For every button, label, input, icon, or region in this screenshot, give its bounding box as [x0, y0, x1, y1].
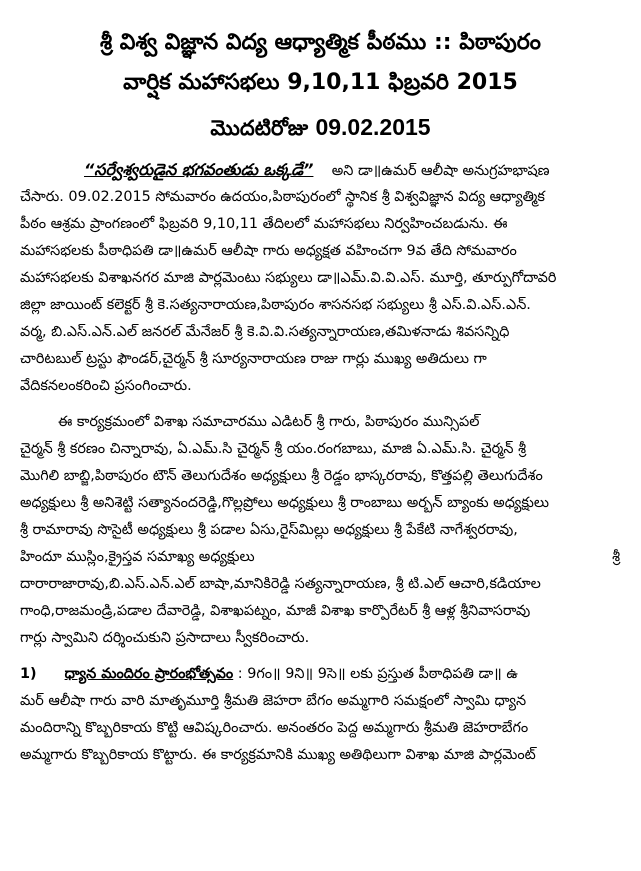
para1-line-5: మహాసభలకు విశాఖనగర మాజి పార్లమెంటు సభ్యులు డా॥ఎమ్.వి.వి.ఎస్. మూర్తి, తూర్పుగోదావరి: [20, 270, 557, 286]
heading-day: [0, 114, 641, 146]
section1-line-3: మందిరాన్ని కొబ్బరికాయ కొట్టి ఆవిష్కరించారు. అనంతరం పెద్ద అమ్మగారు శ్రీమతి జెహరాబేగం: [20, 720, 529, 736]
para2-line-6-sri: శ్రీ: [612, 549, 620, 565]
para1-line-3: పీఠం ఆశ్రమ ప్రాంగణంలో ఫిబ్రవరి 9,10,11 తేదిలలో మహాసభలు నిర్వహించబడును. ఈ: [20, 216, 508, 232]
para1-line-8: చారిటబుల్ ట్రస్టు ఫౌండర్,చైర్మన్ శ్రీ సూర్యనారాయణ రాజు గార్లు ముఖ్య అతిదులు గా: [20, 351, 487, 367]
para2-line-8: గాంధి,రాజమండ్రి,పడాల దేవారెడ్డి, విశాఖపట్నం, మాజీ విశాఖ కార్పొరేటర్ శ్రీ ఆళ్ల శ్రీనివాసరావు: [20, 603, 531, 619]
section1-title: ధ్యాన మందిరం ప్రారంభోత్సవం: [64, 666, 234, 682]
para1-quote: “సర్వేశ్వరుడైన భగవంతుడు ఒక్కడే”: [84, 160, 314, 179]
para1-line-6: జిల్లా జాయింట్ కలెక్టర్ శ్రీ కె.సత్యనారాయణ,పిఠాపురం శాసనసభ సభ్యులు శ్రీ ఎస్.వి.ఎస్.ఎన్.: [20, 297, 531, 313]
heading-event: వార్షిక మహాసభలు 9,10,11 ఫిబ్రవరి 2015: [123, 70, 518, 95]
section1-line-2: మర్ ఆలీషా గారు వారి మాతృమూర్తి శ్రీమతి జెహరా బేగం అమ్మగారి సమక్షంలో స్వామి ధ్యాన: [20, 693, 527, 709]
para2-line-3: మొగిలి బాబ్జి,పిఠాపురం టౌన్ తెలుగుదేశం అధ్యక్షులు శ్రీ రెడ్డం భాస్కరరావు, కొత్తపల్లి తెలుగుదేశం: [20, 468, 543, 484]
para1-line-1: [84, 158, 624, 183]
section1-number: 1): [20, 666, 37, 682]
para1-line-1-rest: అని డా॥ఉమర్ ఆలీషా అనుగ్రహభాషణ: [331, 163, 550, 179]
para2-line-7: దారారాజారావు,బి.ఎస్.ఎన్.ఎల్ బాషా,మానికిరెడ్డి సత్యన్నారాయణ, శ్రీ టి.ఎల్ ఆచారి,కడియాల: [20, 576, 541, 592]
para2-line-4: అధ్యక్షులు శ్రీ అనిశెట్టి సత్యానందరెడ్డి,గొల్లప్రోలు అధ్యక్షులు శ్రీ రాంబాబు అర్బన్ బ్యాంకు అధ్యక్షులు: [20, 495, 550, 511]
section1-line-1-rest: : 9గం॥ 9ని॥ 9సె॥ లకు ప్రస్తుత పీఠాధిపతి డా॥ ఉ: [237, 666, 518, 682]
para1-line-7: వర్మ, బి.ఎస్.ఎన్.ఎల్ జనరల్ మేనేజర్ శ్రీ కె.వి.వి.సత్యన్నారాయణ,తమిళనాడు శివసన్నిధి: [20, 324, 510, 340]
heading-day-date: 09.02.2015: [315, 114, 431, 140]
para2-line-9: గార్లు స్వామిని దర్శించుకుని ప్రసాదాలు స్వీకరించారు.: [20, 630, 310, 646]
heading-day-label: మొదటిరోజు: [210, 116, 309, 140]
para2-line-5: శ్రీ రామారావు సొసైటీ అధ్యక్షులు శ్రీ పడాల ఏసు,రైస్‌మిల్లు అధ్యక్షులు శ్రీ పేకేటి నాగేశ్వరరావు,: [20, 522, 518, 538]
section1-line-4: అమ్మగారు కొబ్బరికాయ కొట్టారు. ఈ కార్యక్రమానికి ముఖ్య అతిథిలుగా విశాఖ మాజి పార్లమెంట్: [20, 747, 536, 763]
para2-line-6-text: హిందూ ముస్లిం,క్రైస్తవ సమాఖ్య అధ్యక్షులు: [20, 549, 255, 565]
para1-line-2: చేసారు. 09.02.2015 సోమవారం ఉదయం,పిఠాపురంలో స్థానిక శ్రీ విశ్వవిజ్ఞాన విద్య ఆధ్యాత్మిక: [20, 189, 545, 205]
para2-line-6: [20, 545, 624, 569]
para2-line-1: ఈ కార్యక్రమంలో విశాఖ సమాచారము ఎడిటర్ శ్రీ గారు, పిఠాపురం మున్సిపల్: [58, 414, 480, 430]
para1-line-4: మహాసభలకు పీఠాధిపతి డా॥ఉమర్ ఆలీషా గారు అధ్యక్షత వహించగా 9వ తేది సోమవారం: [20, 243, 517, 259]
para1-line-9: వేదికనలంకరించి ప్రసంగించారు.: [20, 378, 192, 394]
heading-institution: శ్రీ విశ్వ విజ్ఞాన విద్య ఆధ్యాత్మిక పీఠము :: పిఠాపురం: [100, 30, 541, 55]
section1-line-1: [20, 662, 624, 686]
para2-line-2: చైర్మన్ శ్రీ కరణం చిన్నారావు, ఏ.ఎమ్.సి చైర్మన్ శ్రీ యం.రంగబాబు, మాజి ఏ.ఎమ్.సి. చైర్మన్ శ్రీ: [20, 441, 526, 457]
